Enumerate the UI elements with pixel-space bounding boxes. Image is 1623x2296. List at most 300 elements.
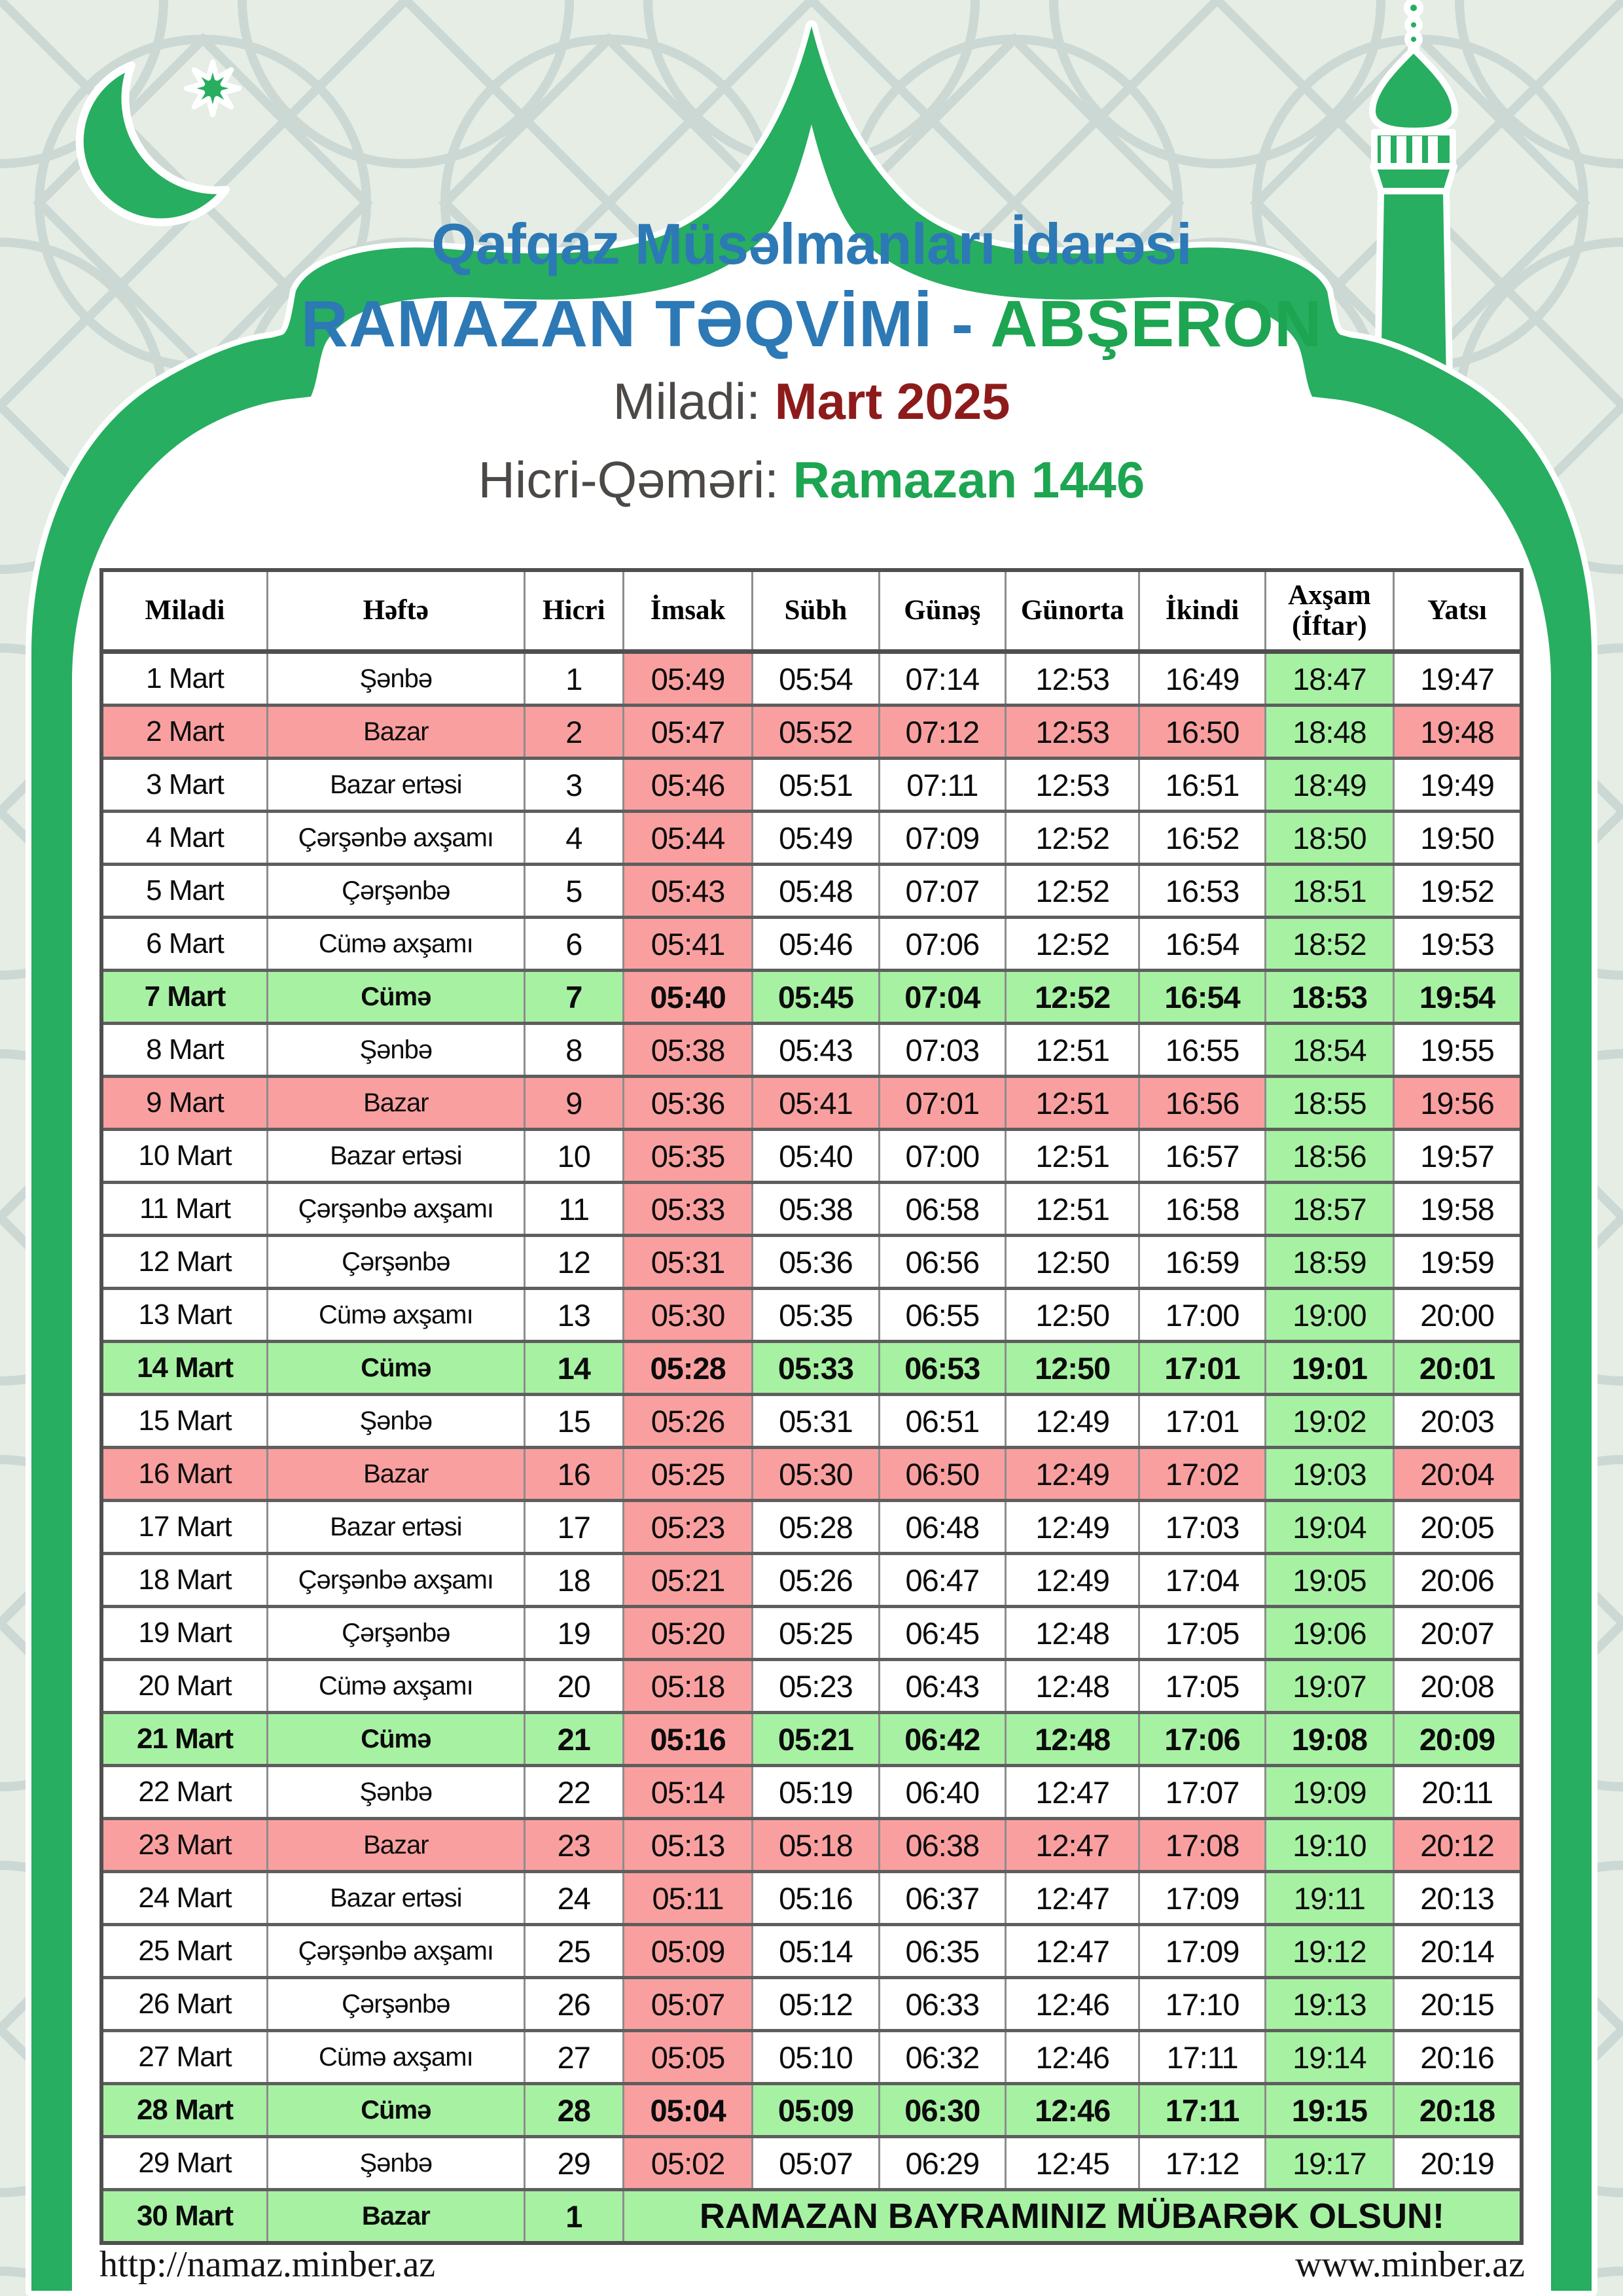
table-cell: 26	[524, 1978, 623, 2031]
table-cell: 05:41	[753, 1077, 879, 1130]
table-cell: 19:57	[1394, 1130, 1522, 1183]
table-row	[101, 1607, 1522, 1660]
table-cell: 19:00	[1265, 1289, 1393, 1342]
table-row	[101, 1077, 1522, 1130]
table-cell: Cümə axşamı	[267, 2031, 524, 2084]
table-cell: 6 Mart	[101, 918, 267, 971]
table-cell: 05:43	[753, 1024, 879, 1077]
table-cell: 20	[524, 1660, 623, 1713]
table-cell: 18:56	[1265, 1130, 1393, 1183]
table-cell: 19:15	[1265, 2084, 1393, 2137]
table-cell: 12:53	[1005, 652, 1139, 706]
table-cell: Şənbə	[267, 1024, 524, 1077]
table-cell: 8	[524, 1024, 623, 1077]
table-cell: 05:36	[623, 1077, 752, 1130]
table-cell: 20:09	[1394, 1713, 1522, 1766]
table-cell: 06:37	[879, 1872, 1005, 1925]
table-cell: 05:21	[623, 1554, 752, 1607]
table-cell: 06:53	[879, 1342, 1005, 1395]
table-cell: Cümə axşamı	[267, 1660, 524, 1713]
column-header: Axşam (İftar)	[1265, 570, 1393, 652]
table-cell: 05:45	[753, 971, 879, 1024]
table-cell: 12:51	[1005, 1077, 1139, 1130]
eid-greeting-cell: RAMAZAN BAYRAMINIZ MÜBARƏK OLSUN!	[623, 2190, 1522, 2244]
calendar-title-main: RAMAZAN TƏQVİMİ -	[300, 287, 991, 361]
table-cell: 05:30	[753, 1448, 879, 1501]
table-cell: 05:46	[753, 918, 879, 971]
table-cell: 05:49	[753, 812, 879, 865]
table-row	[101, 1289, 1522, 1342]
table-cell: 05:10	[753, 2031, 879, 2084]
table-cell: 05:23	[623, 1501, 752, 1554]
table-cell: 05:33	[753, 1342, 879, 1395]
table-row	[101, 865, 1522, 918]
table-cell: 12:53	[1005, 706, 1139, 759]
column-header: Yatsı	[1394, 570, 1522, 652]
table-cell: 16:52	[1139, 812, 1265, 865]
table-cell: 5 Mart	[101, 865, 267, 918]
table-cell: 05:07	[623, 1978, 752, 2031]
column-header: Miladi	[101, 570, 267, 652]
table-cell: 19:04	[1265, 1501, 1393, 1554]
table-cell: 19:54	[1394, 971, 1522, 1024]
miladi-label: Miladi:	[613, 372, 775, 430]
table-cell: 18:57	[1265, 1183, 1393, 1236]
table-cell: 23 Mart	[101, 1819, 267, 1872]
table-cell: 19:48	[1394, 706, 1522, 759]
table-cell: 12:51	[1005, 1130, 1139, 1183]
table-cell: 07:09	[879, 812, 1005, 865]
table-cell: 06:29	[879, 2137, 1005, 2190]
table-cell: 14 Mart	[101, 1342, 267, 1395]
eight-point-star-icon	[187, 62, 239, 115]
table-cell: 19:56	[1394, 1077, 1522, 1130]
table-cell: 12:50	[1005, 1342, 1139, 1395]
table-cell: 12:46	[1005, 1978, 1139, 2031]
table-cell: 12:49	[1005, 1448, 1139, 1501]
table-cell: 07:01	[879, 1077, 1005, 1130]
table-cell: 19:49	[1394, 759, 1522, 812]
table-cell: 16 Mart	[101, 1448, 267, 1501]
table-cell: 11 Mart	[101, 1183, 267, 1236]
table-cell: 19:03	[1265, 1448, 1393, 1501]
table-cell: 05:30	[623, 1289, 752, 1342]
table-cell: 20:00	[1394, 1289, 1522, 1342]
table-cell: 21 Mart	[101, 1713, 267, 1766]
table-cell: 24	[524, 1872, 623, 1925]
table-cell: 05:47	[623, 706, 752, 759]
table-cell: Çərşənbə axşamı	[267, 1183, 524, 1236]
hicri-value: Ramazan 1446	[793, 451, 1145, 509]
table-cell: 18:59	[1265, 1236, 1393, 1289]
table-cell: 6	[524, 918, 623, 971]
column-header: Hicri	[524, 570, 623, 652]
table-cell: Çərşənbə	[267, 1236, 524, 1289]
table-cell: 20:07	[1394, 1607, 1522, 1660]
column-header: Həftə	[267, 570, 524, 652]
table-cell: 05:25	[753, 1607, 879, 1660]
table-cell: 9 Mart	[101, 1077, 267, 1130]
column-header: Günorta	[1005, 570, 1139, 652]
column-header: İmsak	[623, 570, 752, 652]
table-cell: 06:35	[879, 1925, 1005, 1978]
table-cell: 05:35	[623, 1130, 752, 1183]
table-cell: 20:03	[1394, 1395, 1522, 1448]
table-cell: 19:59	[1394, 1236, 1522, 1289]
column-header: Günəş	[879, 570, 1005, 652]
table-cell: 19:14	[1265, 2031, 1393, 2084]
table-cell: 12:51	[1005, 1183, 1139, 1236]
table-cell: 06:40	[879, 1766, 1005, 1819]
table-cell: 16:50	[1139, 706, 1265, 759]
calendar-title	[0, 287, 1623, 362]
table-cell: 26 Mart	[101, 1978, 267, 2031]
table-cell: 12:48	[1005, 1660, 1139, 1713]
table-row	[101, 759, 1522, 812]
table-cell: 2 Mart	[101, 706, 267, 759]
table-cell: Bazar ertəsi	[267, 1872, 524, 1925]
table-cell: 12:52	[1005, 812, 1139, 865]
table-cell: 20:18	[1394, 2084, 1522, 2137]
table-cell: Cümə	[267, 1713, 524, 1766]
table-cell: 24 Mart	[101, 1872, 267, 1925]
table-cell: 29	[524, 2137, 623, 2190]
table-cell: 19:02	[1265, 1395, 1393, 1448]
table-cell: Bazar ertəsi	[267, 1130, 524, 1183]
table-cell: 17:09	[1139, 1925, 1265, 1978]
table-cell: 17:02	[1139, 1448, 1265, 1501]
table-cell: 19:17	[1265, 2137, 1393, 2190]
table-cell: 07:03	[879, 1024, 1005, 1077]
table-cell: 20:06	[1394, 1554, 1522, 1607]
table-cell: 19 Mart	[101, 1607, 267, 1660]
table-cell: 16	[524, 1448, 623, 1501]
table-cell: 20:15	[1394, 1978, 1522, 2031]
table-cell: 12:49	[1005, 1554, 1139, 1607]
table-cell: 14	[524, 1342, 623, 1395]
table-cell: 05:31	[753, 1395, 879, 1448]
table-cell: Bazar	[267, 1077, 524, 1130]
table-cell: 17:05	[1139, 1660, 1265, 1713]
table-cell: 19:11	[1265, 1872, 1393, 1925]
table-cell: 16:58	[1139, 1183, 1265, 1236]
table-row	[101, 1660, 1522, 1713]
table-cell: Bazar ertəsi	[267, 759, 524, 812]
table-cell: 20:12	[1394, 1819, 1522, 1872]
table-cell: 17:01	[1139, 1342, 1265, 1395]
table-cell: 27 Mart	[101, 2031, 267, 2084]
table-cell: 05:49	[623, 652, 752, 706]
table-cell: 10 Mart	[101, 1130, 267, 1183]
table-cell: 05:25	[623, 1448, 752, 1501]
table-cell: 18:52	[1265, 918, 1393, 971]
table-cell: 07:14	[879, 652, 1005, 706]
table-cell: 20:08	[1394, 1660, 1522, 1713]
table-cell: 11	[524, 1183, 623, 1236]
table-cell: 07:04	[879, 971, 1005, 1024]
table-cell: Cümə	[267, 971, 524, 1024]
table-cell: 16:55	[1139, 1024, 1265, 1077]
table-cell: 22	[524, 1766, 623, 1819]
table-cell: 05:14	[753, 1925, 879, 1978]
table-cell: 05:14	[623, 1766, 752, 1819]
table-cell: 12:46	[1005, 2084, 1139, 2137]
organization-title: Qafqaz Müsəlmanları İdarəsi	[431, 211, 1192, 276]
table-cell: 06:51	[879, 1395, 1005, 1448]
table-cell: 28	[524, 2084, 623, 2137]
table-cell: 05:44	[623, 812, 752, 865]
footer-url-left: http://namaz.minber.az	[99, 2244, 436, 2285]
table-cell: 21	[524, 1713, 623, 1766]
table-cell: 20:01	[1394, 1342, 1522, 1395]
table-cell: 05:28	[753, 1501, 879, 1554]
table-cell: 12:52	[1005, 865, 1139, 918]
table-cell: 20:04	[1394, 1448, 1522, 1501]
table-cell: 19:06	[1265, 1607, 1393, 1660]
table-row	[101, 2137, 1522, 2190]
table-cell: 05:09	[623, 1925, 752, 1978]
table-cell: 19:47	[1394, 652, 1522, 706]
table-cell: 05:40	[753, 1130, 879, 1183]
table-cell: 20:11	[1394, 1766, 1522, 1819]
table-cell: 8 Mart	[101, 1024, 267, 1077]
table-cell: 19:07	[1265, 1660, 1393, 1713]
table-cell: 05:13	[623, 1819, 752, 1872]
table-row	[101, 2031, 1522, 2084]
table-cell: 1	[524, 2190, 623, 2244]
table-cell: 16:54	[1139, 971, 1265, 1024]
table-cell: 06:48	[879, 1501, 1005, 1554]
table-cell: 12:52	[1005, 971, 1139, 1024]
table-cell: 12 Mart	[101, 1236, 267, 1289]
table-cell: 12:52	[1005, 918, 1139, 971]
table-cell: 06:33	[879, 1978, 1005, 2031]
table-cell: 06:42	[879, 1713, 1005, 1766]
table-cell: 17:09	[1139, 1872, 1265, 1925]
table-cell: 1	[524, 652, 623, 706]
table-cell: 06:43	[879, 1660, 1005, 1713]
column-header: Sübh	[753, 570, 879, 652]
table-cell: 15 Mart	[101, 1395, 267, 1448]
table-row	[101, 971, 1522, 1024]
hijri-date-line	[0, 450, 1623, 510]
table-cell: 05:07	[753, 2137, 879, 2190]
table-cell: Çərşənbə axşamı	[267, 1925, 524, 1978]
table-cell: 20:05	[1394, 1501, 1522, 1554]
table-cell: 16:49	[1139, 652, 1265, 706]
table-cell: 05:11	[623, 1872, 752, 1925]
table-cell: Şənbə	[267, 2137, 524, 2190]
table-cell: Bazar	[267, 2190, 524, 2244]
table-cell: 12:47	[1005, 1819, 1139, 1872]
table-cell: 18:51	[1265, 865, 1393, 918]
table-row	[101, 1183, 1522, 1236]
table-cell: 19	[524, 1607, 623, 1660]
table-cell: 17:05	[1139, 1607, 1265, 1660]
table-row	[101, 1448, 1522, 1501]
table-cell: Bazar ertəsi	[267, 1501, 524, 1554]
table-row	[101, 1342, 1522, 1395]
table-cell: 3 Mart	[101, 759, 267, 812]
miladi-value: Mart 2025	[774, 372, 1010, 430]
table-row	[101, 1024, 1522, 1077]
table-cell: Çərşənbə	[267, 1978, 524, 2031]
table-cell: 05:21	[753, 1713, 879, 1766]
table-cell: 20 Mart	[101, 1660, 267, 1713]
table-cell: 06:30	[879, 2084, 1005, 2137]
table-cell: 05:52	[753, 706, 879, 759]
table-cell: 05:05	[623, 2031, 752, 2084]
table-cell: 12:47	[1005, 1925, 1139, 1978]
table-row	[101, 1766, 1522, 1819]
table-row	[101, 1501, 1522, 1554]
table-cell: 20:14	[1394, 1925, 1522, 1978]
table-row	[101, 706, 1522, 759]
table-cell: 23	[524, 1819, 623, 1872]
gregorian-date-line	[0, 372, 1623, 431]
table-cell: 17:12	[1139, 2137, 1265, 2190]
table-cell: 06:38	[879, 1819, 1005, 1872]
table-row	[101, 652, 1522, 706]
calendar-title-region: ABŞERON	[990, 287, 1323, 361]
table-cell: 25	[524, 1925, 623, 1978]
table-cell: 1 Mart	[101, 652, 267, 706]
table-cell: 18 Mart	[101, 1554, 267, 1607]
table-cell: 12:51	[1005, 1024, 1139, 1077]
table-cell: 16:59	[1139, 1236, 1265, 1289]
table-cell: 12:50	[1005, 1236, 1139, 1289]
table-cell: Şənbə	[267, 652, 524, 706]
column-header: İkindi	[1139, 570, 1265, 652]
table-cell: 4	[524, 812, 623, 865]
table-cell: 17:11	[1139, 2084, 1265, 2137]
table-cell: 17:08	[1139, 1819, 1265, 1872]
table-cell: Şənbə	[267, 1395, 524, 1448]
table-cell: 16:57	[1139, 1130, 1265, 1183]
table-cell: 20:16	[1394, 2031, 1522, 2084]
table-cell: 12:49	[1005, 1395, 1139, 1448]
table-cell: 17:01	[1139, 1395, 1265, 1448]
table-cell: Çərşənbə axşamı	[267, 812, 524, 865]
table-cell: 17 Mart	[101, 1501, 267, 1554]
table-cell: 06:58	[879, 1183, 1005, 1236]
table-cell: 17:07	[1139, 1766, 1265, 1819]
table-row	[101, 2190, 1522, 2244]
table-cell: Şənbə	[267, 1766, 524, 1819]
table-cell: 19:12	[1265, 1925, 1393, 1978]
table-cell: 19:05	[1265, 1554, 1393, 1607]
table-cell: 07:00	[879, 1130, 1005, 1183]
table-cell: 15	[524, 1395, 623, 1448]
table-cell: 19:10	[1265, 1819, 1393, 1872]
table-cell: Bazar	[267, 706, 524, 759]
table-cell: 22 Mart	[101, 1766, 267, 1819]
table-row	[101, 918, 1522, 971]
table-cell: 18:54	[1265, 1024, 1393, 1077]
table-cell: 18:48	[1265, 706, 1393, 759]
hicri-label: Hicri-Qəməri:	[478, 451, 793, 509]
table-cell: 29 Mart	[101, 2137, 267, 2190]
table-cell: 05:26	[623, 1395, 752, 1448]
table-cell: 12:49	[1005, 1501, 1139, 1554]
table-cell: 05:41	[623, 918, 752, 971]
table-cell: 12:46	[1005, 2031, 1139, 2084]
table-cell: Çərşənbə axşamı	[267, 1554, 524, 1607]
table-cell: 12:53	[1005, 759, 1139, 812]
table-cell: 12	[524, 1236, 623, 1289]
table-cell: 7	[524, 971, 623, 1024]
table-cell: 19:55	[1394, 1024, 1522, 1077]
table-cell: 05:43	[623, 865, 752, 918]
table-cell: 05:36	[753, 1236, 879, 1289]
table-cell: 12:47	[1005, 1872, 1139, 1925]
table-cell: 05:48	[753, 865, 879, 918]
table-cell: 07:11	[879, 759, 1005, 812]
table-cell: 05:26	[753, 1554, 879, 1607]
table-cell: 05:54	[753, 652, 879, 706]
table-cell: 17:10	[1139, 1978, 1265, 2031]
table-cell: 17:04	[1139, 1554, 1265, 1607]
table-cell: Bazar	[267, 1819, 524, 1872]
table-cell: 07:07	[879, 865, 1005, 918]
table-cell: 12:47	[1005, 1766, 1139, 1819]
table-row	[101, 1978, 1522, 2031]
table-cell: 05:23	[753, 1660, 879, 1713]
table-cell: 12:48	[1005, 1607, 1139, 1660]
table-cell: 06:55	[879, 1289, 1005, 1342]
table-cell: 16:54	[1139, 918, 1265, 971]
table-cell: 05:35	[753, 1289, 879, 1342]
table-cell: 16:51	[1139, 759, 1265, 812]
table-cell: 05:38	[623, 1024, 752, 1077]
table-row	[101, 1395, 1522, 1448]
table-cell: Cümə axşamı	[267, 1289, 524, 1342]
table-cell: 05:12	[753, 1978, 879, 2031]
table-cell: 06:45	[879, 1607, 1005, 1660]
table-cell: 12:48	[1005, 1713, 1139, 1766]
table-cell: 05:18	[753, 1819, 879, 1872]
table-cell: 17:11	[1139, 2031, 1265, 2084]
table-cell: 05:38	[753, 1183, 879, 1236]
table-cell: 05:18	[623, 1660, 752, 1713]
table-cell: 19:58	[1394, 1183, 1522, 1236]
footer-url-right: www.minber.az	[1295, 2244, 1525, 2285]
table-row	[101, 812, 1522, 865]
table-row	[101, 1130, 1522, 1183]
table-cell: 4 Mart	[101, 812, 267, 865]
table-cell: 16:56	[1139, 1077, 1265, 1130]
table-cell: 17:03	[1139, 1501, 1265, 1554]
table-cell: 19:13	[1265, 1978, 1393, 2031]
table-cell: 05:16	[753, 1872, 879, 1925]
table-cell: 05:33	[623, 1183, 752, 1236]
table-row	[101, 1713, 1522, 1766]
table-cell: 05:19	[753, 1766, 879, 1819]
table-cell: 12:45	[1005, 2137, 1139, 2190]
table-header-row	[101, 570, 1522, 652]
table-cell: 06:50	[879, 1448, 1005, 1501]
table-cell: 10	[524, 1130, 623, 1183]
table-cell: 20:13	[1394, 1872, 1522, 1925]
table-cell: 05:16	[623, 1713, 752, 1766]
table-cell: Çərşənbə	[267, 865, 524, 918]
table-cell: 30 Mart	[101, 2190, 267, 2244]
table-cell: 19:52	[1394, 865, 1522, 918]
table-cell: 07:12	[879, 706, 1005, 759]
table-cell: 18:55	[1265, 1077, 1393, 1130]
table-cell: 20:19	[1394, 2137, 1522, 2190]
table-cell: 18:49	[1265, 759, 1393, 812]
